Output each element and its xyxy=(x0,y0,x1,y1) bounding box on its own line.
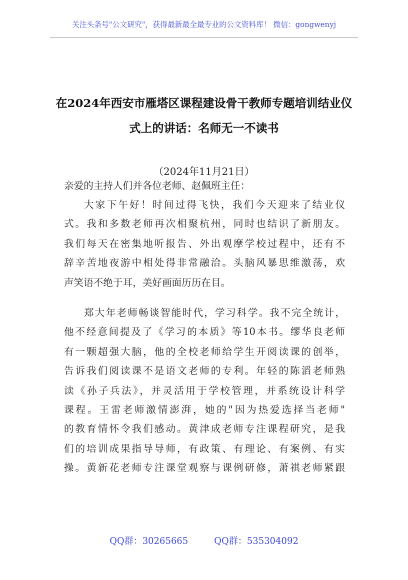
footer-qq-group-2[interactable]: QQ群：535304092 xyxy=(214,537,299,547)
document-date: （2024年11月21日） xyxy=(153,167,255,178)
header-promo-link[interactable]: 关注头条号"公文研究"，获得最新最全最专业的公文资料库！ 微信：gongwenyj xyxy=(71,20,337,29)
paragraph-line: 课程。王雷老师激情澎湃，她的"因为热爱选择当老师" xyxy=(64,404,345,416)
header-divider xyxy=(50,37,358,38)
paragraph-line: 告诉我们阅读课不是语文老师的专利。年轻的陈滔老师熟 xyxy=(64,366,345,378)
paragraph-line: 式。我和多数老师再次相聚杭州，同时也结识了新朋友。 xyxy=(64,219,345,231)
paragraph-2 xyxy=(64,304,345,479)
paragraph-1 xyxy=(64,196,345,293)
paragraph-line: 声笑语不绝于耳，美好画面历历在目。 xyxy=(64,277,231,289)
paragraph-line: 他不经意间提及了《学习的本质》等10本书。缪华良老师 xyxy=(64,327,345,339)
paragraph-line: 们的培训成果指导导师，有政策、有理论、有案例、有实 xyxy=(64,443,345,455)
paragraph-line: 大家下午好！时间过得飞快，我们今天迎来了结业仪 xyxy=(84,200,345,211)
paragraph-line: 读《孙子兵法》，并灵活用于学校管理，并系统设计科学 xyxy=(64,385,345,397)
paragraph-line: 辞辛苦地夜游中相处得非常融洽。头脑风暴思维激荡，欢 xyxy=(64,258,345,270)
paragraph-line: 郑大年老师畅谈智能时代，学习科学。我不完全统计， xyxy=(84,308,345,319)
footer-qq-groups xyxy=(0,534,408,547)
footer-qq-group-1[interactable]: QQ群：30265665 xyxy=(109,537,189,547)
greeting-paragraph xyxy=(64,177,345,196)
paragraph-line: 的教育情怀令我们感动。黄津成老师专注课程研究，是我 xyxy=(64,424,345,436)
document-title-line-2: 式上的讲话：名师无一不读书 xyxy=(129,121,279,135)
document-title-line-1: 在2024年西安市雁塔区课程建设骨干教师专题培训结业仪 xyxy=(55,96,353,110)
paragraph-line: 有一颗超强大脑，他的全校老师给学生开阅读课的创举， xyxy=(64,346,345,358)
paragraph-line: 操。黄新花老师专注课堂观察与课例研修，萧祺老师紧跟 xyxy=(64,463,345,475)
paragraph-line: 我们每天在密集地听报告、外出观摩学校过程中，还有不 xyxy=(64,238,345,250)
greeting-line: 亲爱的主持人们并各位老师、赵佩班主任： xyxy=(64,181,251,192)
